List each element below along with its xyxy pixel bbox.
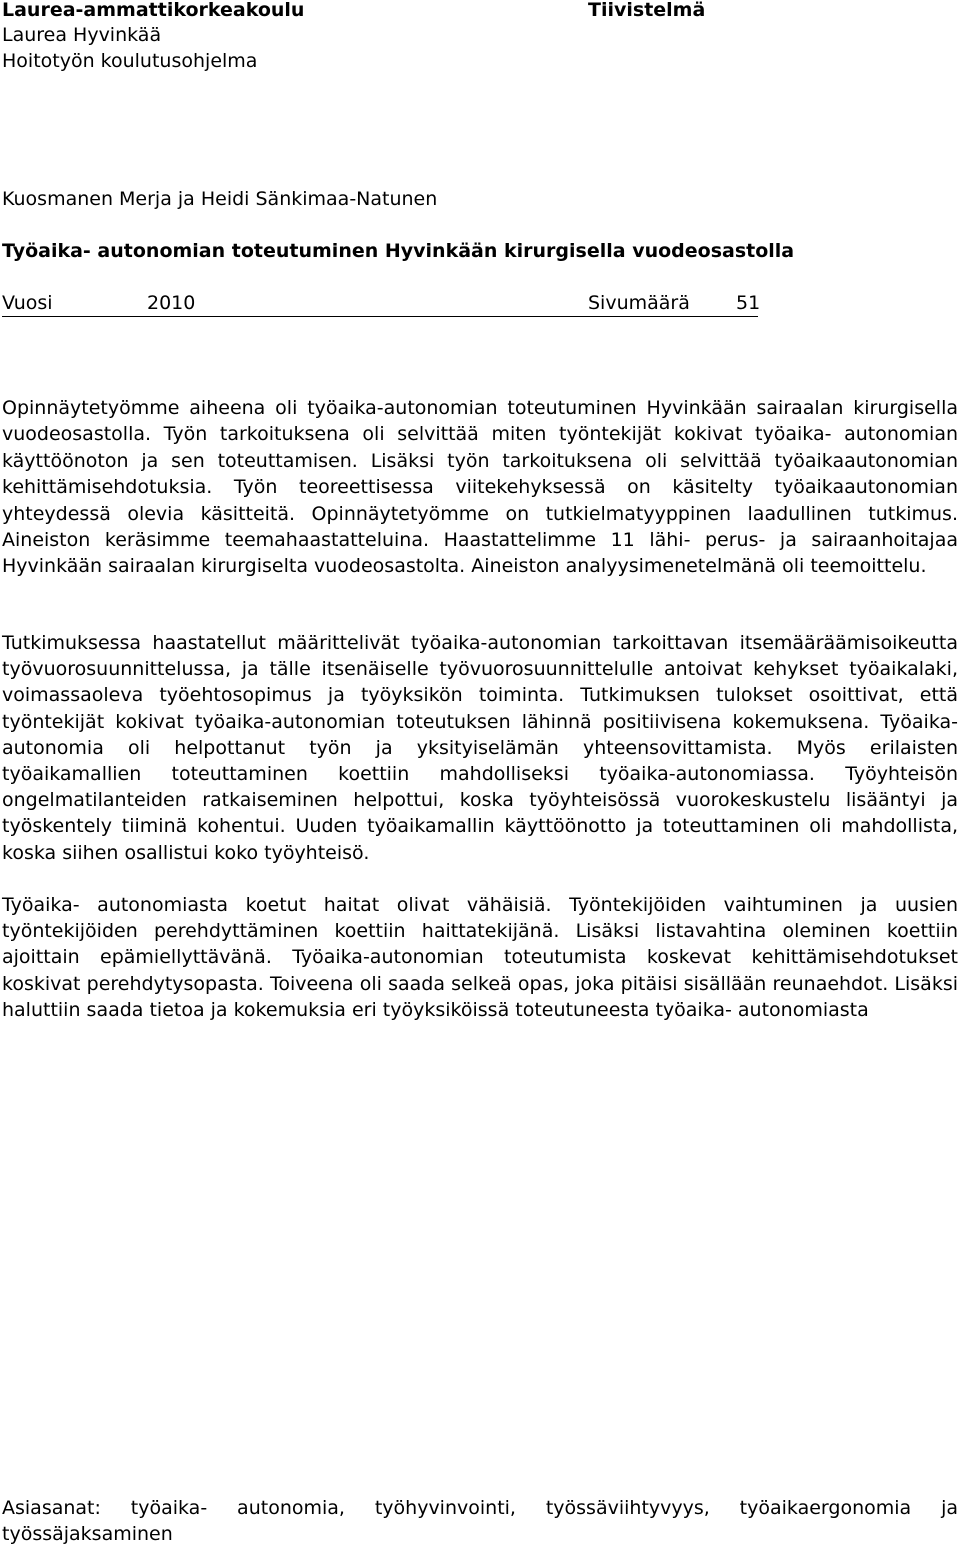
year-label: Vuosi [2, 292, 53, 314]
document-type: Tiivistelmä [588, 0, 706, 21]
thesis-title: Työaika- autonomian toteutuminen Hyvinkään kirurgisella vuodeosastolla [2, 240, 795, 262]
year-value: 2010 [147, 292, 196, 314]
keywords: Asiasanat: työaika- autonomia, työhyvinvointi, työssäviihtyvyys, työaikaergonomia ja työssäjaksaminen [2, 1497, 958, 1545]
unit-name: Laurea Hyvinkää [2, 24, 162, 46]
programme-name: Hoitotyön koulutusohjelma [2, 50, 258, 72]
abstract-paragraph-3: Työaika- autonomiasta koetut haitat olivat vähäisiä. Työntekijöiden vaihtuminen ja uusien työntekijöiden perehdyttäminen koettiin haittatekijänä. Lisäksi listavahtina oleminen koettiin ajoittain epämiellyttävänä. Työaika-autonomian toteutumista koskevat kehittämisehdotukset koskivat perehdytysopasta. Toiveena oli saada selkeä opas, joka pitäisi sisällään reunaehdot. Lisäksi haluttiin saada tietoa ja kokemuksia eri työyksiköissä toteutuneesta työaika- autonomiasta [2, 894, 958, 1021]
pages-label: Sivumäärä [588, 292, 690, 314]
abstract-paragraph-2: Tutkimuksessa haastatellut määrittelivät työaika-autonomian tarkoittavan itsemääräämisoikeutta työvuorosuunnittelussa, ja tälle itsenäiselle työvuorosuunnittelulle antoivat kehykset työaikalaki, voimassaoleva työehtosopimus ja työyksikön toiminta. Tutkimuksen tulokset osoittivat, että työntekijät kokivat työaika-autonomian toteutuksen lähinnä positiivisena kokemuksena. Työaika-autonomia oli helpottanut työn ja yksityiselämän yhteensovittamista. Myös erilaisten työaikamallien toteuttaminen koettiin mahdolliseksi työaika-autonomiassa. Työyhteisön ongelmatilanteiden ratkaiseminen helpottui, koska työyhteisössä vuorokeskustelu lisääntyi ja työskentely tiiminä kohentui. Uuden työaikamallin käyttöönotto ja toteuttaminen oli mahdollista, koska siihen osallistui koko työyhteisö. [2, 632, 958, 864]
meta-underline [2, 316, 758, 317]
authors: Kuosmanen Merja ja Heidi Sänkimaa-Natunen [2, 188, 438, 210]
pages-value: 51 [736, 292, 761, 314]
abstract-paragraph-1: Opinnäytetyömme aiheena oli työaika-autonomian toteutuminen Hyvinkään sairaalan kirurgisella vuodeosastolla. Työn tarkoituksena oli selvittää miten työntekijät kokivat työaika- autonomian käyttöönoton ja sen toteuttamisen. Lisäksi työn tarkoituksena oli selvittää työaikaautonomian kehittämisehdotuksia. Työn teoreettisessa viitekehyksessä on käsitelty työaikaautonomian yhteydessä olevia käsitteitä. Opinnäytetyömme on tutkielmatyyppinen laadullinen tutkimus. Aineiston keräsimme teemahaastatteluina. Haastattelimme 11 lähi- perus- ja sairaanhoitajaa Hyvinkään sairaalan kirurgiselta vuodeosastolta. Aineiston analyysimenetelmänä oli teemoittelu. [2, 397, 958, 578]
institution-name: Laurea-ammattikorkeakoulu [2, 0, 305, 21]
